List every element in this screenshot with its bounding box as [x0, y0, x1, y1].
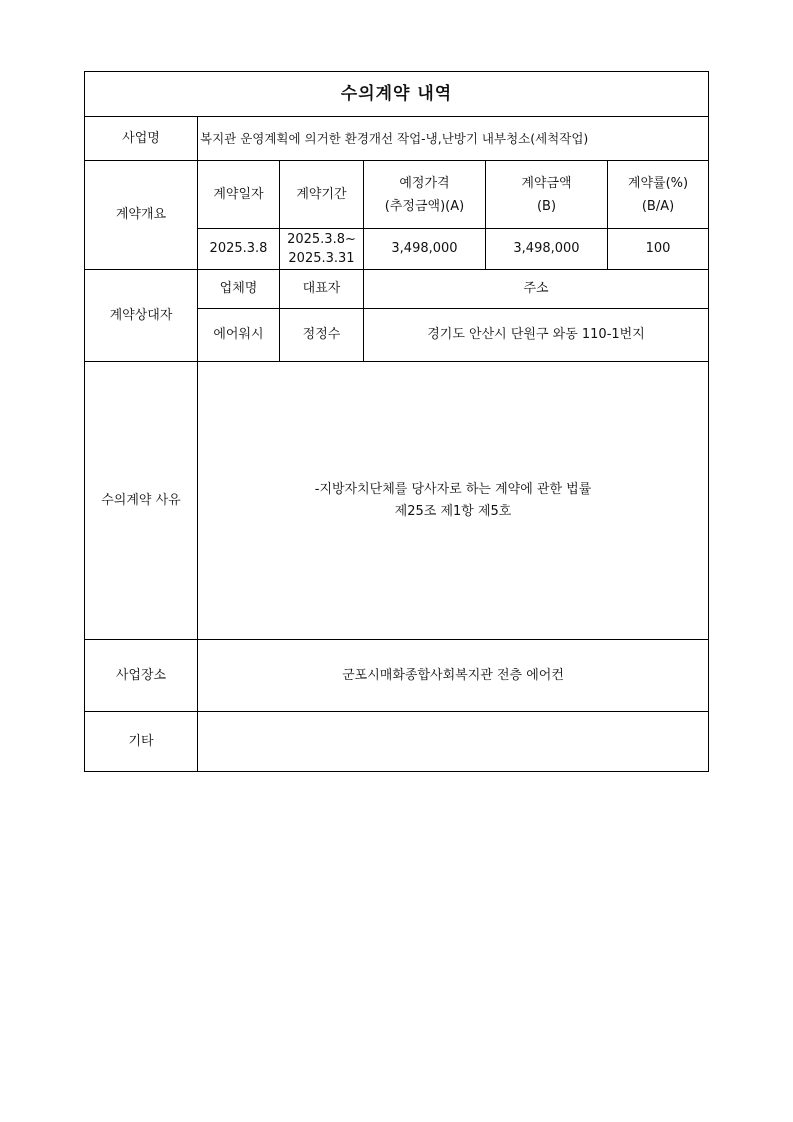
company-name-header: 업체명 — [198, 270, 280, 309]
reason-value — [198, 362, 709, 640]
other-label: 기타 — [85, 712, 198, 772]
contract-rate-header-line2: (B/A) — [641, 198, 675, 214]
reason-label: 수의계약 사유 — [85, 362, 198, 640]
reason-line1: -지방자치단체를 당사자로 하는 계약에 관한 법률 — [314, 481, 592, 497]
contract-rate-header-line1: 계약률(%) — [627, 175, 689, 191]
contract-period-value — [280, 229, 364, 270]
business-name-value: 복지관 운영계획에 의거한 환경개선 작업-냉,난방기 내부청소(세척작업) — [198, 117, 709, 161]
contract-amount-header-line2: (B) — [536, 198, 557, 214]
representative-value: 정정수 — [280, 309, 364, 362]
contract-period-start: 2025.3.8~ — [287, 232, 356, 247]
contract-period-end: 2025.3.31 — [288, 251, 355, 266]
estimated-price-header-line2: (추정금액)(A) — [384, 198, 465, 214]
business-name-label: 사업명 — [85, 117, 198, 161]
estimated-price-value: 3,498,000 — [364, 229, 486, 270]
reason-line2: 제25조 제1항 제5호 — [394, 503, 512, 519]
contract-date-header: 계약일자 — [198, 161, 280, 229]
address-header: 주소 — [364, 270, 709, 309]
contract-rate-value: 100 — [608, 229, 709, 270]
contract-summary-label: 계약개요 — [85, 161, 198, 270]
estimated-price-header — [364, 161, 486, 229]
contract-rate-header — [608, 161, 709, 229]
contract-date-value: 2025.3.8 — [198, 229, 280, 270]
counterparty-label: 계약상대자 — [85, 270, 198, 362]
company-name-value: 에어워시 — [198, 309, 280, 362]
location-value: 군포시매화종합사회복지관 전층 에어컨 — [198, 640, 709, 712]
contract-period-header: 계약기간 — [280, 161, 364, 229]
document-title: 수의계약 내역 — [85, 72, 709, 117]
estimated-price-header-line1: 예정가격 — [399, 175, 450, 191]
contract-amount-header-line1: 계약금액 — [521, 175, 572, 191]
representative-header: 대표자 — [280, 270, 364, 309]
other-value — [198, 712, 709, 772]
contract-details-table — [84, 71, 709, 772]
contract-amount-header — [486, 161, 608, 229]
address-value: 경기도 안산시 단원구 와동 110-1번지 — [364, 309, 709, 362]
location-label: 사업장소 — [85, 640, 198, 712]
contract-amount-value: 3,498,000 — [486, 229, 608, 270]
